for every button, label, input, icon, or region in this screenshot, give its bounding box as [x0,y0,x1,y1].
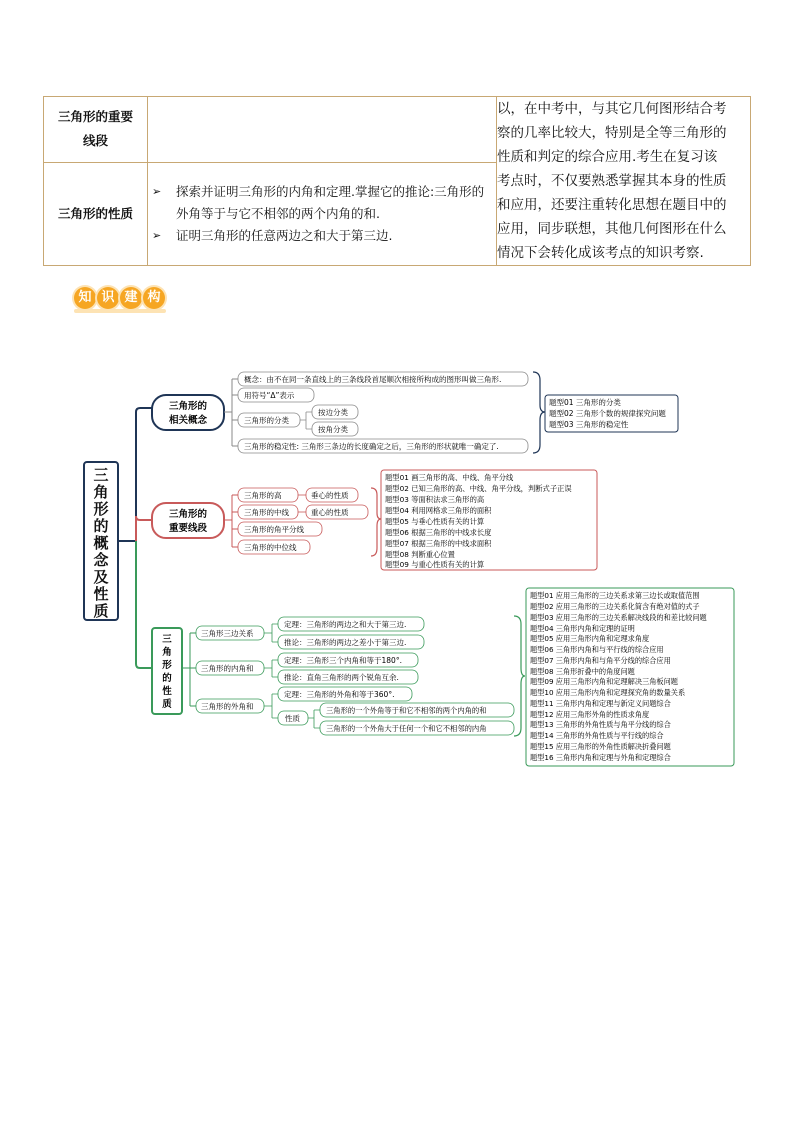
root-char: 形 [93,500,109,518]
corollary1-text: 推论：三角形的两边之差小于第三边. [284,638,407,647]
type-item: 题型06 根据三角形的中线求长度 [385,528,492,537]
median-text: 三角形的中线 [244,508,289,517]
root-char: 的 [93,517,109,535]
theorem3-text: 定理：三角形的外角和等于360°. [284,690,395,699]
type-item: 题型02 已知三角形的高、中线、角平分线，判断式子正误 [385,484,572,493]
branch3-title-char: 三 [162,634,172,645]
requirement-text: 证明三角形的任意两边之和大于第三边. [176,227,393,243]
root-char: 角 [93,483,109,501]
comment-line: 察的几率比较大，特别是全等三角形的 [497,125,727,141]
type-item: 题型03 三角形的稳定性 [549,420,629,429]
type-item: 题型02 应用三角形的三边关系化简含有绝对值的式子 [530,602,700,611]
type-item: 题型05 应用三角形内角和定理求角度 [530,634,650,643]
type-item: 题型16 三角形内角和定理与外角和定理综合 [530,753,671,762]
theorem2-text: 定理：三角形三个内角和等于180°. [284,656,402,665]
orthocenter-text: 垂心的性质 [311,491,349,500]
branch1-title: 相关概念 [168,415,208,426]
badge-char: 识 [97,287,119,309]
concept-text: 概念：由不在同一条直线上的三条线段首尾顺次相接所构成的图形叫做三角形. [244,375,502,384]
root-char: 质 [93,602,109,620]
comment-line: 情况下会转化成该考点的知识考察. [497,245,704,261]
corollary2-text: 推论：直角三角形的两个锐角互余. [284,673,399,682]
property-text: 性质 [285,714,300,723]
branch1-title: 三角形的 [168,401,208,412]
branch3-title-char: 形 [162,660,172,671]
badge-char: 构 [143,287,165,309]
branch3-title-char: 质 [162,699,172,710]
bisector-text: 三角形的角平分线 [244,525,304,534]
type-item: 题型07 根据三角形的中线求面积 [385,539,492,548]
row-name-line: 线段 [82,133,108,149]
classify-text: 三角形的分类 [244,416,289,425]
branch3-title-char: 性 [162,686,172,697]
connector-b3 [136,541,152,668]
root-char: 性 [93,585,109,603]
comment-line: 应用，同步联想，其他几何图形在什么 [497,221,727,237]
branch2-brace [371,488,381,556]
type-item: 题型11 三角形内角和定理与新定义问题综合 [530,699,671,708]
type-item: 题型13 三角形的外角性质与角平分线的综合 [530,720,671,729]
type-item: 题型02 三角形个数的规律探究问题 [549,409,666,418]
by-angle-text: 按角分类 [318,425,348,434]
type-item: 题型04 利用网格求三角形的面积 [385,506,492,515]
branch3-brace [514,616,525,736]
arrow-bullet-icon: ➢ [152,184,162,198]
interior-text: 三角形的内角和 [201,664,254,673]
badge-char: 建 [120,287,142,309]
type-item: 题型03 等面积法求三角形的高 [385,495,485,504]
branch2-title: 三角形的 [168,509,208,520]
comment-line: 以，在中考中，与其它几何图形结合考 [497,101,727,117]
connector-b2 [136,516,152,541]
type-item: 题型07 三角形内角和与角平分线的综合应用 [530,656,671,665]
by-side-text: 按边分类 [318,408,348,417]
branch2-links [224,495,238,547]
branch3-links [182,633,196,706]
branch1-brace [533,372,545,453]
type-item: 题型03 应用三角形的三边关系解决线段的和差比较问题 [530,613,707,622]
type-item: 题型05 与垂心性质有关的计算 [385,517,485,526]
type-item: 题型01 应用三角形的三边关系求第三边长或取值范围 [530,591,700,600]
badge-char: 知 [74,287,96,309]
height-text: 三角形的高 [244,491,282,500]
comment-line: 性质和判定的综合应用.考生在复习该 [497,149,718,165]
type-item: 题型06 三角形内角和与平行线的综合应用 [530,645,664,654]
branch3-title-char: 角 [162,647,172,658]
root-char: 念 [93,551,109,569]
comment-line: 考点时，不仅要熟悉掌握其本身的性质 [497,173,727,189]
root-char: 及 [93,568,109,586]
type-item: 题型10 应用三角形内角和定理探究角的数量关系 [530,688,686,697]
prop1-text: 三角形的一个外角等于和它不相邻的两个内角的和 [326,706,487,715]
symbol-text: 用符号“Δ”表示 [244,391,295,400]
row-name-line: 三角形的重要 [57,109,133,125]
type-item: 题型08 三角形折叠中的角度问题 [530,667,635,676]
branch3-title-char: 的 [162,673,172,684]
three-sides-text: 三角形三边关系 [201,629,254,638]
stability-text: 三角形的稳定性: 三角形三条边的长度确定之后，三角形的形状就唯一确定了. [244,442,499,451]
arrow-bullet-icon: ➢ [152,228,162,242]
midline-text: 三角形的中位线 [244,543,297,552]
type-item: 题型15 应用三角形的外角性质解决折叠问题 [530,742,671,751]
type-item: 题型09 与重心性质有关的计算 [385,560,485,569]
requirement-text: 探索并证明三角形的内角和定理.掌握它的推论:三角形的外角等于与它不相邻的两个内角的和. [176,183,485,221]
row-name-properties: 三角形的性质 [44,162,148,265]
type-item: 题型12 应用三角形外角的性质求角度 [530,710,650,719]
type-item: 题型14 三角形的外角性质与平行线的综合 [530,731,664,740]
type-item: 题型09 应用三角形内角和定理解决三角板问题 [530,677,678,686]
prop2-text: 三角形的一个外角大于任何一个和它不相邻的内角 [326,724,487,733]
type-item: 题型01 三角形的分类 [549,398,621,407]
centroid-text: 重心的性质 [311,508,349,517]
branch2-title: 重要线段 [168,523,208,534]
root-char: 三 [93,466,109,484]
branch1-links [232,379,238,446]
exterior-text: 三角形的外角和 [201,702,254,711]
root-char: 概 [93,534,109,552]
comment-line: 和应用，还要注重转化思想在题目中的 [497,197,727,213]
theorem1-text: 定理：三角形的两边之和大于第三边. [284,620,407,629]
type-item: 题型01 画三角形的高、中线、角平分线 [385,473,514,482]
type-item: 题型08 判断重心位置 [385,550,455,559]
type-item: 题型04 三角形内角和定理的证明 [530,624,635,633]
